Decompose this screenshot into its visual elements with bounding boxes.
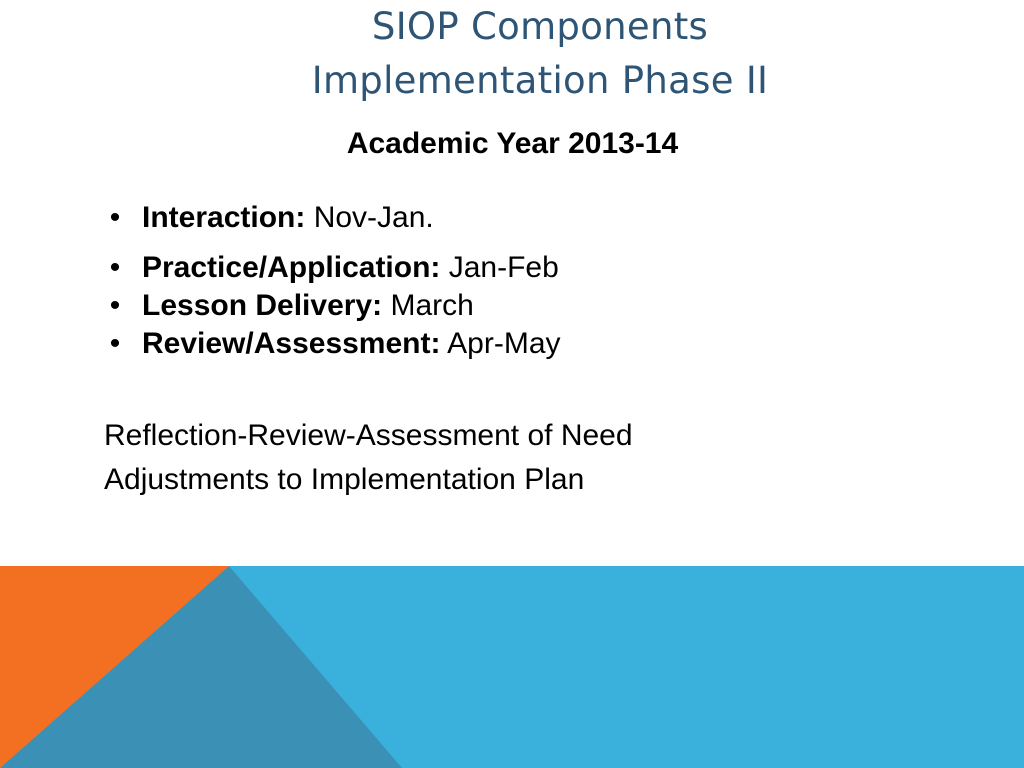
bullet-icon: • [109,201,121,234]
note-line-2: Adjustments to Implementation Plan [104,463,585,496]
list-item [100,198,900,248]
slide-title [250,0,830,108]
title-line-1: SIOP Components [371,5,709,48]
item-value: Nov-Jan. [313,201,434,234]
list-item [100,324,900,362]
phase-list [100,198,900,362]
item-label: Lesson Delivery: [142,289,383,322]
title-line-2: Implementation Phase II [311,59,769,102]
note-line-1: Reflection-Review-Assessment of Need [104,419,633,452]
item-label: Practice/Application: [142,251,441,284]
list-item [100,286,900,324]
slide-subtitle: Academic Year 2013-14 [346,127,679,160]
bullet-icon: • [109,289,121,322]
item-value: March [390,289,474,322]
list-item [100,248,900,286]
item-label: Review/Assessment: [142,327,441,360]
bullet-icon: • [109,251,121,284]
item-value: Jan-Feb [448,251,559,284]
bullet-icon: • [109,327,121,360]
item-value: Apr-May [447,327,561,360]
item-label: Interaction: [142,201,306,234]
reflection-note [104,414,904,502]
